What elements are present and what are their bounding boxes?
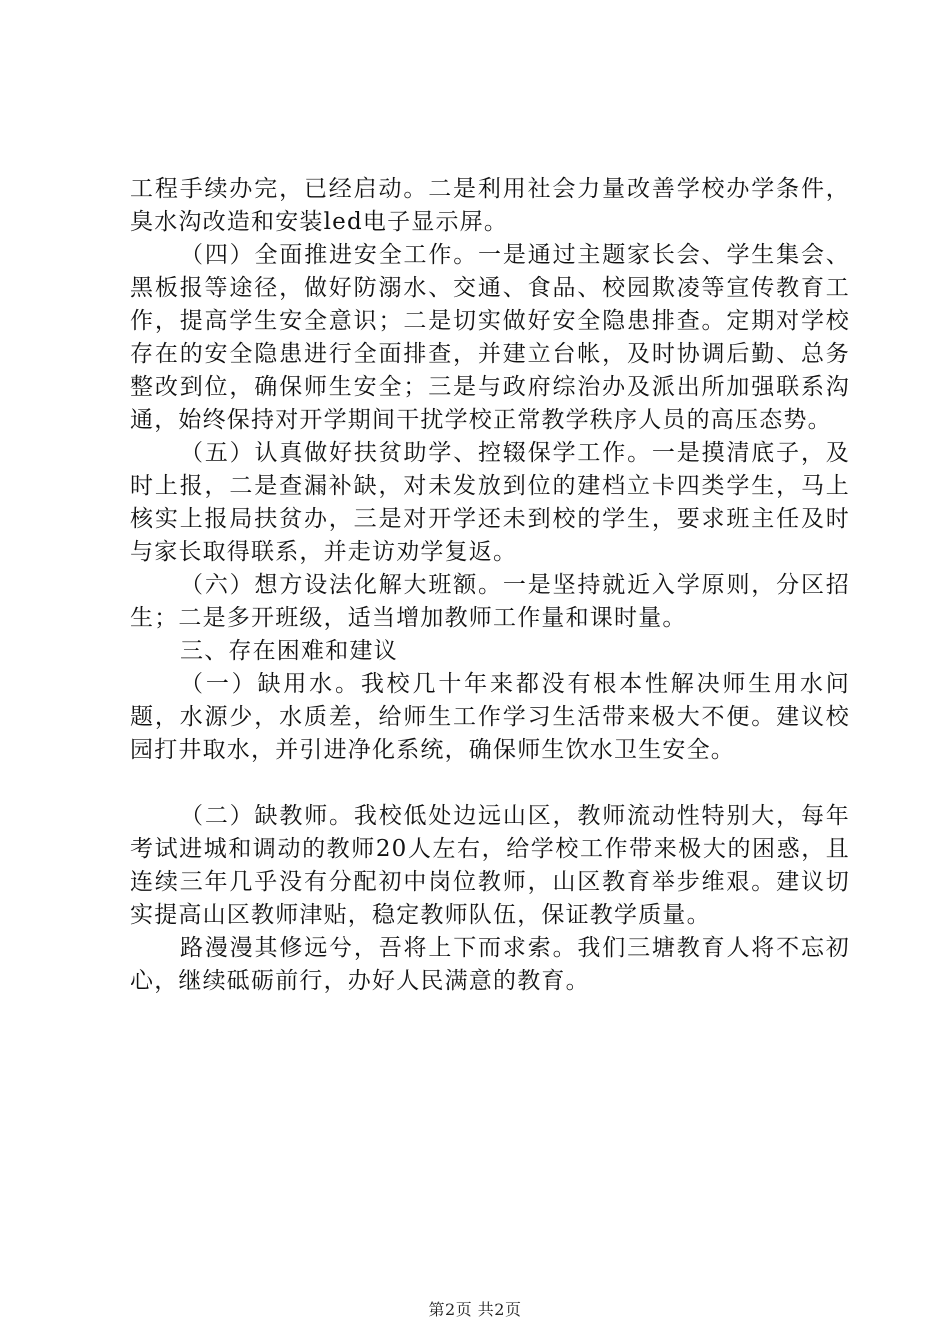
page-number-footer: 第2页 共2页 [428, 1300, 522, 1319]
paragraph-closing: 路漫漫其修远兮，吾将上下而求索。我们三塘教育人将不忘初心，继续砥砺前行，办好人民满意的教育。 [130, 935, 850, 994]
paragraph-water-shortage: （一）缺用水。我校几十年来都没有根本性解决师生用水问题，水源少，水质差，给师生工作学习生活带来极大不便。建议校园打井取水，并引进净化系统，确保师生饮水卫生安全。 [130, 671, 850, 763]
paragraph-poverty-aid: （五）认真做好扶贫助学、控辍保学工作。一是摸清底子，及时上报，二是查漏补缺，对未发放到位的建档立卡四类学生，马上核实上报局扶贫办，三是对开学还未到校的学生，要求班主任及时与家长取得联系，并走访劝学复返。 [130, 440, 850, 565]
paragraph-project-continuation: 工程手续办完，已经启动。二是利用社会力量改善学校办学条件，臭水沟改造和安装led电子显示屏。 [130, 176, 850, 235]
paragraph-safety-work: （四）全面推进安全工作。一是通过主题家长会、学生集会、黑板报等途径，做好防溺水、交通、食品、校园欺凌等宣传教育工作，提高学生安全意识；二是切实做好安全隐患排查。定期对学校存在的安全隐患进行全面排查，并建立台帐，及时协调后勤、总务整改到位，确保师生安全；三是与政府综治办及派出所加强联系沟通，始终保持对开学期间干扰学校正常教学秩序人员的高压态势。 [130, 242, 850, 433]
paragraph-teacher-shortage: （二）缺教师。我校低处边远山区，教师流动性特别大，每年考试进城和调动的教师20人左右，给学校工作带来极大的困惑，且连续三年几乎没有分配初中岗位教师，山区教育举步维艰。建议切实提高山区教师津贴，稳定教师队伍，保证教学质量。 [130, 803, 850, 928]
section-heading-difficulties: 三、存在困难和建议 [180, 638, 398, 664]
paragraph-class-size: （六）想方设法化解大班额。一是坚持就近入学原则，分区招生；二是多开班级，适当增加教师工作量和课时量。 [130, 572, 850, 631]
document-body [130, 173, 850, 998]
